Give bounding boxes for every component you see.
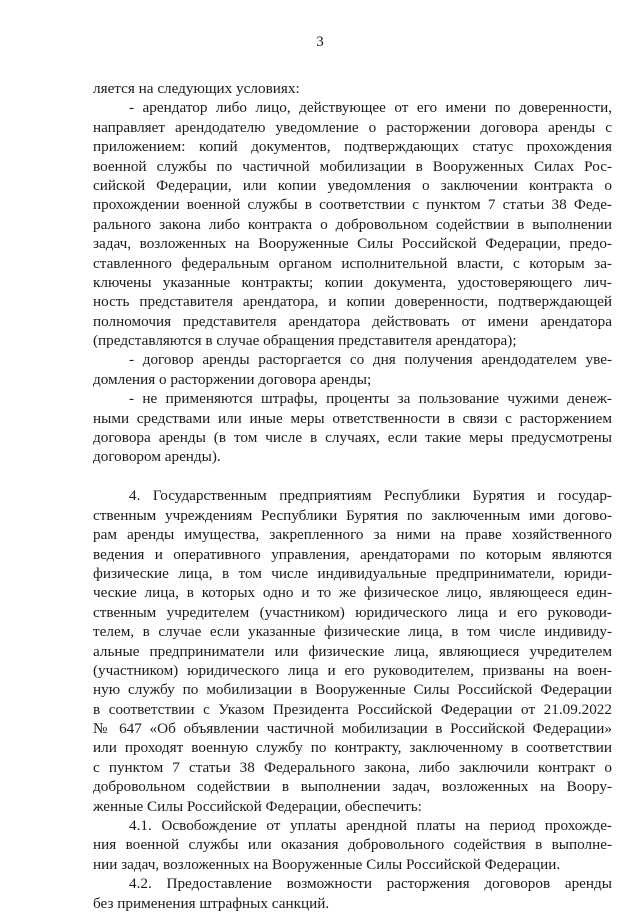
text-line: ность представителя арендатора, и копии доверенности, подтверждающей (93, 293, 612, 311)
text-line: 4.2. Предоставление возможности расторжения договоров аренды (129, 875, 612, 893)
text-line: № 647 «Об объявлении частичной мобилизации в Российской Федерации» (93, 720, 612, 738)
text-line: телем, в случае если указанные физические лица, в том числе индивиду- (93, 623, 612, 641)
text-line: с пунктом 7 статьи 38 Федерального закона, либо заключили контракт о (93, 758, 612, 776)
text-line: или проходят военную службу по контракту, заключенному в соответствии (93, 739, 612, 757)
paragraph-tenant-notice (93, 98, 612, 350)
text-line: - договор аренды расторгается со дня получения арендодателем уве- (129, 351, 612, 369)
text-line: рального закона либо контракта о добровольном содействии в выполнении (93, 215, 612, 233)
paragraph-section-4-1 (93, 816, 612, 874)
text-line: без применения штрафных санкций. (93, 894, 330, 912)
text-line: ческие лица, в которых одно и то же физическое лицо, являющееся един- (93, 584, 612, 602)
paragraph-conditions-intro (93, 79, 612, 98)
text-line: приложением: копий документов, подтверждающих статус прохождения (93, 138, 612, 156)
text-line: ключены указанные контракты; копии документа, удостоверяющего лич- (93, 273, 612, 291)
paragraph-contract-termination (93, 350, 612, 389)
text-line: ставленного федеральным органом исполнительной власти, с которым за- (93, 254, 612, 272)
text-line: направляет арендодателю уведомление о расторжении договора аренды с (93, 118, 612, 136)
text-line: (представляются в случае обращения представителя арендатора); (93, 332, 517, 350)
text-line: физические лица, в том числе индивидуальные предприниматели, юриди- (93, 564, 612, 582)
text-line: задач, возложенных на Вооруженные Силы Российской Федерации, предо- (93, 235, 612, 253)
text-line: ния военной службы или оказания добровольного содействия в выполне- (93, 836, 612, 854)
text-line: - арендатор либо лицо, действующее от его имени по доверенности, (129, 99, 612, 117)
text-line: 4. Государственным предприятиям Республики Бурятия и государ- (129, 487, 612, 505)
text-line: добровольном содействии в выполнении задач, возложенных на Воору- (93, 778, 612, 796)
text-line: ственным учреждениям Республики Бурятия по заключенным ими догово- (93, 506, 612, 524)
text-line: военной службы по частичной мобилизации в Вооруженных Силах Рос- (93, 157, 612, 175)
text-line: ственным учредителем (участником) юридического лица и его руководи- (93, 603, 612, 621)
text-line: договора аренды (в том числе в случаях, если такие меры предусмотрены (93, 429, 612, 447)
text-line: сийской Федерации, или копии уведомления о заключении контракта о (93, 176, 612, 194)
document-body (93, 79, 612, 913)
text-line: альные предприниматели или физические лица, являющиеся учредителем (93, 642, 612, 660)
text-line: женные Силы Российской Федерации, обеспечить: (93, 797, 422, 815)
text-line: полномочия представителя арендатора действовать от имени арендатора (93, 312, 612, 330)
page-number: 3 (316, 34, 324, 50)
paragraph-no-penalties (93, 389, 612, 467)
text-line: рам аренды имущества, закрепленного за ними на праве хозяйственного (93, 526, 612, 544)
text-line: ную службу по мобилизации в Вооруженные Силы Российской Федерации (93, 681, 612, 699)
text-line: ляется на следующих условиях: (93, 80, 300, 97)
text-line: домления о расторжении договора аренды; (93, 370, 372, 388)
text-line: (участником) юридического лица и его руководителем, призваны на воен- (93, 661, 612, 679)
paragraph-section-4-2 (93, 874, 612, 913)
text-line: договором аренды). (93, 448, 221, 466)
text-line: 4.1. Освобождение от уплаты арендной платы на период прохожде- (129, 817, 612, 835)
text-line: ными средствами или иные меры ответственности в связи с расторжением (93, 409, 612, 427)
paragraph-spacer (93, 467, 612, 487)
paragraph-section-4 (93, 486, 612, 816)
text-line: в соответствии с Указом Президента Российской Федерации от 21.09.2022 (93, 700, 612, 718)
text-line: прохождении военной службы в соответствии с пунктом 7 статьи 38 Феде- (93, 196, 612, 214)
text-line: ведения и оперативного управления, арендаторами по которым являются (93, 545, 612, 563)
text-line: - не применяются штрафы, проценты за пользование чужими денеж- (129, 390, 612, 408)
text-line: нии задач, возложенных на Вооруженные Силы Российской Федерации. (93, 855, 561, 873)
